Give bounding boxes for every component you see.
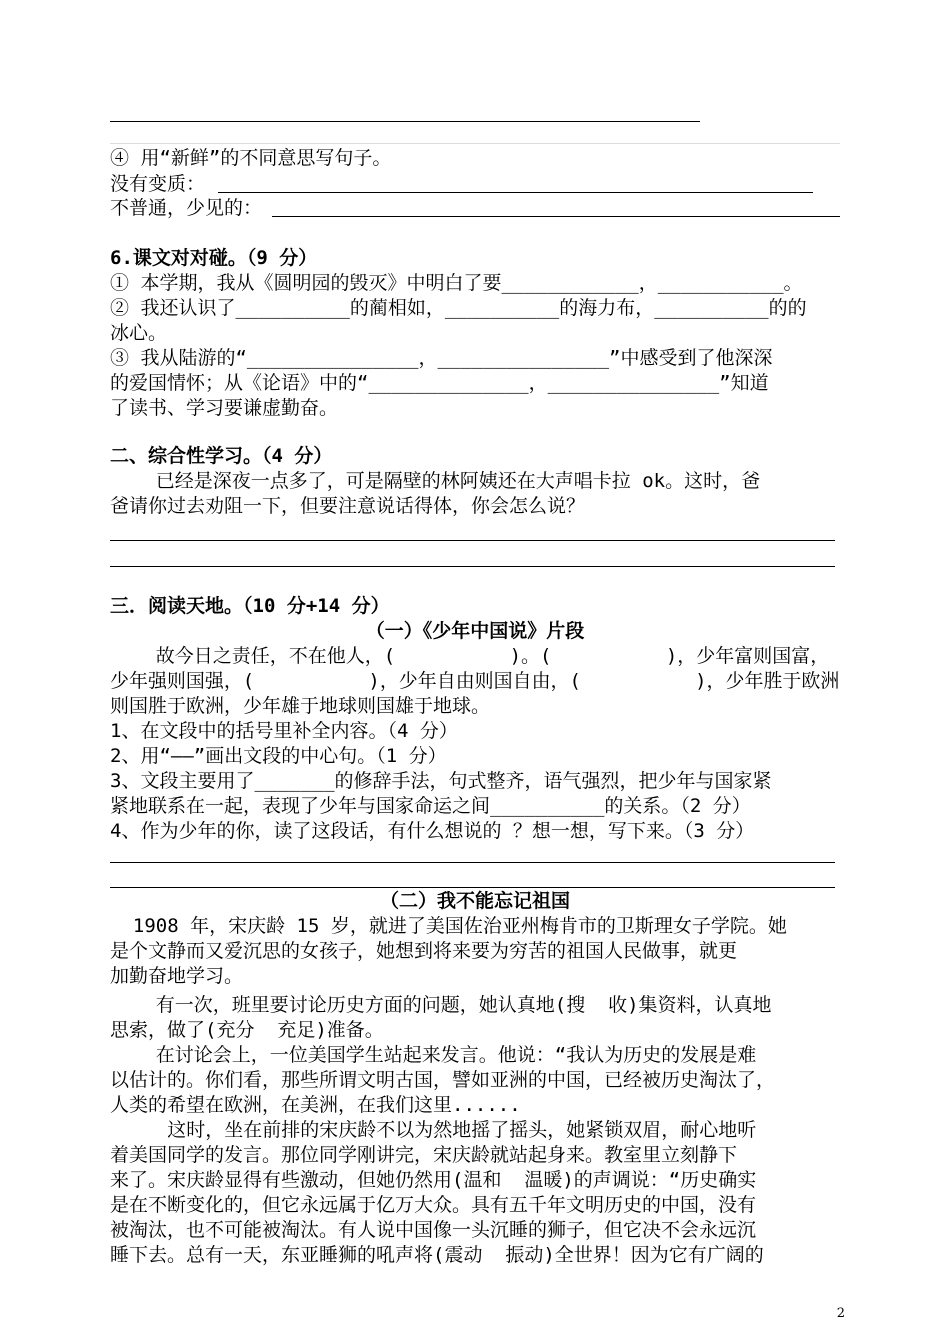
answer-line: [110, 862, 835, 863]
question: 紧地联系在一起，表现了少年与国家命运之间__________的关系。（2 分）: [110, 795, 751, 817]
answer-line: [272, 216, 840, 217]
answer-line: [110, 143, 840, 144]
q6-line: ③ 我从陆游的“_______________，_______________”中感受到了他深深: [110, 347, 773, 369]
part3-title: 三．阅读天地。（10 分+14 分）: [110, 595, 390, 617]
q4-line1-label: 没有变质：: [110, 173, 206, 195]
part2-text: 爸请你过去劝阻一下，但要注意说话得体，你会怎么说？: [110, 495, 586, 517]
q6-line: 的爱国情怀；从《论语》中的“______________，_______________”知道: [110, 372, 769, 394]
answer-line: [110, 887, 835, 888]
reading-1-text: 少年强则国强，( )，少年自由则国自由，( )，少年胜于欧洲: [110, 670, 840, 692]
reading-2-text: 是个文静而又爱沉思的女孩子，她想到将来要为穷苦的祖国人民做事，就更: [110, 940, 738, 962]
reading-2-text: 着美国同学的发言。那位同学刚讲完，宋庆龄就站起身来。教室里立刻静下: [110, 1144, 738, 1166]
page-number: 2: [836, 1306, 845, 1321]
answer-line: [110, 566, 835, 567]
reading-1-text: 则国胜于欧洲，少年雄于地球则国雄于地球。: [110, 695, 491, 717]
q6-title: 6.课文对对碰。（9 分）: [110, 247, 318, 269]
reading-2-text: 这时，坐在前排的宋庆龄不以为然地摇了摇头，她紧锁双眉，耐心地听: [110, 1119, 757, 1141]
reading-2-text: 人类的希望在欧洲，在美洲，在我们这里......: [110, 1094, 521, 1116]
reading-2-text: 来了。宋庆龄显得有些激动，但她仍然用(温和 温暖)的声调说：“历史确实: [110, 1169, 757, 1191]
reading-2-title: （二）我不能忘记祖国: [379, 890, 570, 912]
q6-line: ② 我还认识了__________的蔺相如，__________的海力布，__________的的: [110, 297, 807, 319]
reading-1-title: （一）《少年中国说》片段: [365, 620, 585, 642]
reading-2-text: 睡下去。总有一天，东亚睡狮的吼声将(震动 振动)全世界！因为它有广阔的: [110, 1244, 764, 1266]
q6-line: 冰心。: [110, 322, 168, 344]
reading-2-text: 是在不断变化的，但它永远属于亿万大众。具有五千年文明历史的中国，没有: [110, 1194, 757, 1216]
part2-text: 已经是深夜一点多了，可是隔壁的林阿姨还在大声唱卡拉 ok。这时，爸: [110, 470, 761, 492]
q4-title: ④ 用“新鲜”的不同意思写句子。: [110, 147, 392, 169]
part2-title: 二、综合性学习。（4 分）: [110, 445, 333, 467]
answer-line: [218, 192, 813, 193]
reading-2-text: 被淘汰，也不可能被淘汰。有人说中国像一头沉睡的狮子，但它决不会永远沉: [110, 1219, 757, 1241]
reading-2-text: 在讨论会上，一位美国学生站起来发言。他说：“我认为历史的发展是难: [110, 1044, 757, 1066]
reading-2-text: 以估计的。你们看，那些所谓文明古国，譬如亚洲的中国，已经被历史淘汰了，: [110, 1069, 776, 1091]
question: 1、在文段中的括号里补全内容。（4 分）: [110, 720, 458, 742]
reading-2-text: 加勤奋地学习。: [110, 965, 244, 987]
reading-2-text: 有一次，班里要讨论历史方面的问题，她认真地(搜 收)集资料，认真地: [110, 994, 772, 1016]
q6-line: 了读书、学习要谦虚勤奋。: [110, 397, 339, 419]
q6-line: ① 本学期，我从《圆明园的毁灭》中明白了要____________，___________。: [110, 272, 803, 294]
question: 3、文段主要用了_______的修辞手法，句式整齐，语气强烈，把少年与国家紧: [110, 770, 772, 792]
reading-2-text: 1908 年，宋庆龄 15 岁，就进了美国佐治亚州梅肯市的卫斯理女子学院。她: [110, 915, 787, 937]
q4-line2-label: 不普通，少见的：: [110, 197, 263, 219]
reading-2-text: 思索，做了(充分 充足)准备。: [110, 1019, 384, 1041]
question: 2、用“——”画出文段的中心句。（1 分）: [110, 745, 447, 767]
reading-1-text: 故今日之责任，不在他人，( )。( )，少年富则国富，: [110, 645, 830, 667]
question: 4、作为少年的你，读了这段话，有什么想说的 ？想一想，写下来。（3 分）: [110, 820, 755, 842]
answer-line: [110, 540, 835, 541]
answer-line: [110, 121, 700, 122]
